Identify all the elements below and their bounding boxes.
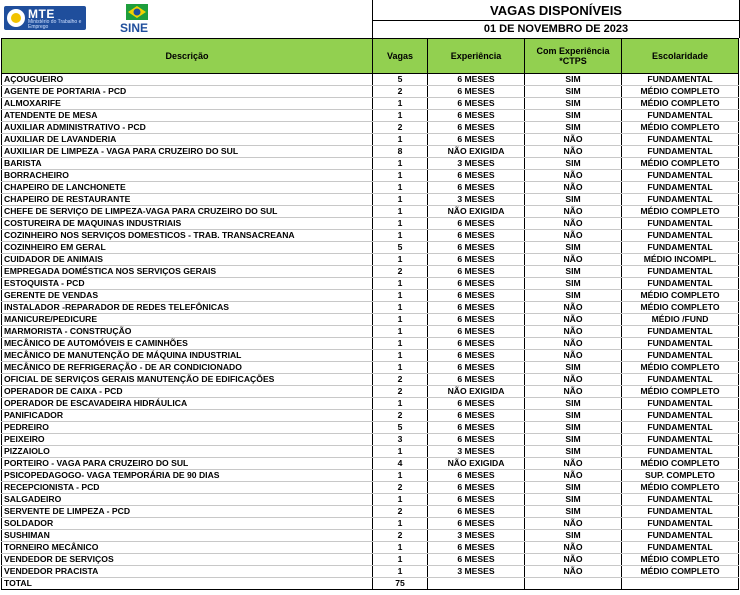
table-row [2, 326, 739, 338]
table-row [2, 146, 739, 158]
cell-experience: 6 MESES [428, 542, 525, 554]
cell-description: MARMORISTA - CONSTRUÇÃO [2, 326, 373, 338]
table-row [2, 266, 739, 278]
cell-vacancies: 2 [373, 122, 428, 134]
cell-education: FUNDAMENTAL [622, 506, 739, 518]
table-row [2, 158, 739, 170]
table-row [2, 374, 739, 386]
cell-ctps: NÃO [525, 374, 622, 386]
cell-vacancies: 2 [373, 482, 428, 494]
cell-description: VENDEDOR PRACISTA [2, 566, 373, 578]
cell-vacancies: 5 [373, 74, 428, 86]
table-row [2, 74, 739, 86]
column-header-description: Descrição [2, 39, 373, 74]
cell-experience: 6 MESES [428, 494, 525, 506]
cell-description: BORRACHEIRO [2, 170, 373, 182]
cell-education: FUNDAMENTAL [622, 494, 739, 506]
cell-description: COZINHEIRO NOS SERVIÇOS DOMESTICOS - TRAB. TRANSACREANA [2, 230, 373, 242]
cell-ctps: SIM [525, 242, 622, 254]
sine-logo-text: SINE [120, 21, 149, 35]
cell-description: PORTEIRO - VAGA PARA CRUZEIRO DO SUL [2, 458, 373, 470]
column-header-education: Escolaridade [622, 39, 739, 74]
cell-education: MÉDIO COMPLETO [622, 290, 739, 302]
cell-description: RECEPCIONISTA - PCD [2, 482, 373, 494]
cell-vacancies: 1 [373, 290, 428, 302]
cell-education: FUNDAMENTAL [622, 110, 739, 122]
cell-experience: 6 MESES [428, 518, 525, 530]
cell-education: MÉDIO COMPLETO [622, 206, 739, 218]
cell-description: CHAPEIRO DE RESTAURANTE [2, 194, 373, 206]
cell-ctps: SIM [525, 194, 622, 206]
cell-experience: 6 MESES [428, 218, 525, 230]
cell-description: PEDREIRO [2, 422, 373, 434]
cell-ctps: SIM [525, 158, 622, 170]
cell-ctps: NÃO [525, 458, 622, 470]
title-block [372, 0, 740, 38]
table-row [2, 386, 739, 398]
cell-education: MÉDIO COMPLETO [622, 86, 739, 98]
cell-description: SOLDADOR [2, 518, 373, 530]
page-header [0, 0, 740, 38]
table-row [2, 206, 739, 218]
table-row [2, 458, 739, 470]
cell-vacancies: 1 [373, 218, 428, 230]
cell-education: FUNDAMENTAL [622, 350, 739, 362]
total-row [2, 578, 739, 590]
cell-vacancies: 2 [373, 530, 428, 542]
brazil-flag-icon [126, 4, 148, 20]
cell-education: FUNDAMENTAL [622, 218, 739, 230]
table-row [2, 470, 739, 482]
cell-description: EMPREGADA DOMÉSTICA NOS SERVIÇOS GERAIS [2, 266, 373, 278]
cell-vacancies: 2 [373, 374, 428, 386]
cell-experience: 3 MESES [428, 566, 525, 578]
cell-vacancies: 1 [373, 278, 428, 290]
cell-description: GERENTE DE VENDAS [2, 290, 373, 302]
mte-logo [4, 6, 86, 30]
cell-vacancies: 1 [373, 326, 428, 338]
cell-education: FUNDAMENTAL [622, 242, 739, 254]
cell-experience: 6 MESES [428, 74, 525, 86]
cell-vacancies: 1 [373, 254, 428, 266]
cell-vacancies: 2 [373, 506, 428, 518]
cell-vacancies: 1 [373, 554, 428, 566]
cell-vacancies: 8 [373, 146, 428, 158]
cell-vacancies: 1 [373, 338, 428, 350]
cell-ctps: SIM [525, 434, 622, 446]
table-row [2, 182, 739, 194]
cell-education: MÉDIO COMPLETO [622, 362, 739, 374]
column-header-ctps-experience: Com Experiência *CTPS [525, 39, 622, 74]
table-row [2, 314, 739, 326]
cell-ctps: SIM [525, 482, 622, 494]
cell-ctps: SIM [525, 422, 622, 434]
cell-ctps: SIM [525, 278, 622, 290]
table-row [2, 434, 739, 446]
cell-vacancies: 1 [373, 398, 428, 410]
cell-education: FUNDAMENTAL [622, 170, 739, 182]
cell-experience: 6 MESES [428, 122, 525, 134]
table-row [2, 338, 739, 350]
cell-vacancies: 3 [373, 434, 428, 446]
table-row [2, 218, 739, 230]
cell-description: ESTOQUISTA - PCD [2, 278, 373, 290]
cell-education: FUNDAMENTAL [622, 134, 739, 146]
cell-experience: 6 MESES [428, 434, 525, 446]
cell-vacancies: 4 [373, 458, 428, 470]
cell-description: MECÂNICO DE MANUTENÇÃO DE MÁQUINA INDUSTRIAL [2, 350, 373, 362]
cell-ctps: NÃO [525, 254, 622, 266]
sine-logo [120, 4, 160, 38]
cell-experience: 6 MESES [428, 266, 525, 278]
total-empty-cell [428, 578, 525, 590]
cell-vacancies: 1 [373, 230, 428, 242]
cell-experience: NÃO EXIGIDA [428, 206, 525, 218]
cell-description: PEIXEIRO [2, 434, 373, 446]
cell-experience: 6 MESES [428, 314, 525, 326]
cell-ctps: SIM [525, 446, 622, 458]
cell-description: MECÂNICO DE AUTOMÓVEIS E CAMINHÕES [2, 338, 373, 350]
cell-description: MANICURE/PEDICURE [2, 314, 373, 326]
table-row [2, 362, 739, 374]
table-row [2, 398, 739, 410]
cell-vacancies: 1 [373, 302, 428, 314]
cell-vacancies: 1 [373, 170, 428, 182]
table-row [2, 554, 739, 566]
cell-ctps: NÃO [525, 182, 622, 194]
cell-description: PIZZAIOLO [2, 446, 373, 458]
mte-logo-text: MTE [28, 7, 55, 21]
cell-vacancies: 1 [373, 98, 428, 110]
cell-education: MÉDIO COMPLETO [622, 458, 739, 470]
cell-description: SERVENTE DE LIMPEZA - PCD [2, 506, 373, 518]
table-row [2, 134, 739, 146]
table-row [2, 278, 739, 290]
cell-ctps: NÃO [525, 314, 622, 326]
cell-ctps: SIM [525, 74, 622, 86]
cell-experience: 6 MESES [428, 134, 525, 146]
cell-description: AUXILIAR ADMINISTRATIVO - PCD [2, 122, 373, 134]
column-header-experience: Experiência [428, 39, 525, 74]
cell-vacancies: 1 [373, 110, 428, 122]
cell-vacancies: 1 [373, 194, 428, 206]
cell-description: AUXILIAR DE LIMPEZA - VAGA PARA CRUZEIRO DO SUL [2, 146, 373, 158]
cell-experience: 6 MESES [428, 350, 525, 362]
cell-ctps: NÃO [525, 146, 622, 158]
cell-education: FUNDAMENTAL [622, 230, 739, 242]
cell-education: FUNDAMENTAL [622, 446, 739, 458]
cell-ctps: SIM [525, 290, 622, 302]
cell-vacancies: 1 [373, 518, 428, 530]
cell-description: CHEFE DE SERVIÇO DE LIMPEZA-VAGA PARA CRUZEIRO DO SUL [2, 206, 373, 218]
cell-education: FUNDAMENTAL [622, 542, 739, 554]
cell-ctps: NÃO [525, 170, 622, 182]
cell-ctps: NÃO [525, 518, 622, 530]
cell-experience: NÃO EXIGIDA [428, 458, 525, 470]
cell-experience: NÃO EXIGIDA [428, 146, 525, 158]
total-value: 75 [373, 578, 428, 590]
cell-education: MÉDIO COMPLETO [622, 158, 739, 170]
cell-education: MÉDIO INCOMPL. [622, 254, 739, 266]
table-row [2, 254, 739, 266]
table-row [2, 110, 739, 122]
cell-education: FUNDAMENTAL [622, 182, 739, 194]
cell-experience: 6 MESES [428, 278, 525, 290]
cell-education: FUNDAMENTAL [622, 410, 739, 422]
cell-description: AGENTE DE PORTARIA - PCD [2, 86, 373, 98]
cell-description: COZINHEIRO EM GERAL [2, 242, 373, 254]
cell-vacancies: 1 [373, 494, 428, 506]
cell-experience: 6 MESES [428, 254, 525, 266]
table-row [2, 350, 739, 362]
cell-description: OPERADOR DE CAIXA - PCD [2, 386, 373, 398]
mte-emblem-icon [7, 9, 25, 27]
table-body [2, 74, 739, 578]
cell-experience: 6 MESES [428, 242, 525, 254]
table-row [2, 170, 739, 182]
cell-ctps: NÃO [525, 302, 622, 314]
cell-experience: 6 MESES [428, 302, 525, 314]
table-row [2, 290, 739, 302]
cell-vacancies: 1 [373, 542, 428, 554]
cell-vacancies: 1 [373, 362, 428, 374]
cell-education: FUNDAMENTAL [622, 326, 739, 338]
cell-experience: 6 MESES [428, 170, 525, 182]
cell-experience: 6 MESES [428, 482, 525, 494]
cell-ctps: SIM [525, 122, 622, 134]
cell-education: FUNDAMENTAL [622, 398, 739, 410]
column-header-vacancies: Vagas [373, 39, 428, 74]
cell-description: ALMOXARIFE [2, 98, 373, 110]
cell-vacancies: 1 [373, 182, 428, 194]
cell-experience: 6 MESES [428, 554, 525, 566]
cell-education: MÉDIO COMPLETO [622, 386, 739, 398]
cell-education: FUNDAMENTAL [622, 530, 739, 542]
table-row [2, 194, 739, 206]
cell-ctps: SIM [525, 86, 622, 98]
cell-education: FUNDAMENTAL [622, 74, 739, 86]
cell-ctps: SIM [525, 362, 622, 374]
cell-education: FUNDAMENTAL [622, 278, 739, 290]
table-row [2, 98, 739, 110]
cell-description: MECÂNICO DE REFRIGERAÇÃO - DE AR CONDICIONADO [2, 362, 373, 374]
cell-vacancies: 1 [373, 470, 428, 482]
total-label: TOTAL [2, 578, 373, 590]
cell-experience: 6 MESES [428, 410, 525, 422]
table-header [2, 39, 739, 74]
cell-education: FUNDAMENTAL [622, 266, 739, 278]
cell-education: MÉDIO COMPLETO [622, 302, 739, 314]
cell-experience: 6 MESES [428, 230, 525, 242]
cell-education: FUNDAMENTAL [622, 422, 739, 434]
cell-vacancies: 1 [373, 134, 428, 146]
cell-experience: 3 MESES [428, 158, 525, 170]
cell-description: AUXILIAR DE LAVANDERIA [2, 134, 373, 146]
cell-vacancies: 2 [373, 266, 428, 278]
table-row [2, 530, 739, 542]
cell-experience: 6 MESES [428, 398, 525, 410]
page-title: VAGAS DISPONÍVEIS [490, 3, 622, 18]
cell-description: OFICIAL DE SERVIÇOS GERAIS MANUTENÇÃO DE EDIFICAÇÕES [2, 374, 373, 386]
cell-vacancies: 5 [373, 422, 428, 434]
cell-vacancies: 1 [373, 314, 428, 326]
cell-education: FUNDAMENTAL [622, 434, 739, 446]
cell-education: MÉDIO COMPLETO [622, 566, 739, 578]
cell-education: FUNDAMENTAL [622, 374, 739, 386]
cell-ctps: NÃO [525, 554, 622, 566]
cell-experience: 3 MESES [428, 194, 525, 206]
total-empty-cell [525, 578, 622, 590]
cell-experience: 6 MESES [428, 290, 525, 302]
cell-ctps: NÃO [525, 350, 622, 362]
cell-experience: 6 MESES [428, 98, 525, 110]
table-row [2, 446, 739, 458]
cell-vacancies: 1 [373, 350, 428, 362]
cell-ctps: NÃO [525, 206, 622, 218]
cell-ctps: NÃO [525, 326, 622, 338]
cell-vacancies: 1 [373, 446, 428, 458]
cell-education: FUNDAMENTAL [622, 518, 739, 530]
cell-experience: 6 MESES [428, 422, 525, 434]
cell-education: MÉDIO COMPLETO [622, 482, 739, 494]
cell-vacancies: 5 [373, 242, 428, 254]
cell-vacancies: 1 [373, 158, 428, 170]
cell-description: COSTUREIRA DE MAQUINAS INDUSTRIAIS [2, 218, 373, 230]
cell-vacancies: 2 [373, 386, 428, 398]
cell-description: SUSHIMAN [2, 530, 373, 542]
cell-vacancies: 1 [373, 566, 428, 578]
cell-experience: 6 MESES [428, 182, 525, 194]
cell-experience: 6 MESES [428, 86, 525, 98]
table-row [2, 242, 739, 254]
cell-description: OPERADOR DE ESCAVADEIRA HIDRÁULICA [2, 398, 373, 410]
cell-ctps: NÃO [525, 470, 622, 482]
cell-ctps: NÃO [525, 134, 622, 146]
cell-vacancies: 2 [373, 410, 428, 422]
cell-experience: 6 MESES [428, 470, 525, 482]
cell-description: AÇOUGUEIRO [2, 74, 373, 86]
cell-education: FUNDAMENTAL [622, 194, 739, 206]
cell-ctps: SIM [525, 506, 622, 518]
cell-description: PANIFICADOR [2, 410, 373, 422]
cell-ctps: NÃO [525, 338, 622, 350]
cell-description: SALGADEIRO [2, 494, 373, 506]
cell-description: ATENDENTE DE MESA [2, 110, 373, 122]
cell-experience: 6 MESES [428, 110, 525, 122]
cell-ctps: NÃO [525, 230, 622, 242]
vacancies-table [1, 38, 739, 590]
cell-ctps: SIM [525, 410, 622, 422]
cell-description: VENDEDOR DE SERVIÇOS [2, 554, 373, 566]
report-date: 01 DE NOVEMBRO DE 2023 [373, 20, 739, 37]
cell-ctps: SIM [525, 110, 622, 122]
cell-experience: 6 MESES [428, 374, 525, 386]
cell-description: TORNEIRO MECÂNICO [2, 542, 373, 554]
cell-vacancies: 2 [373, 86, 428, 98]
cell-experience: 3 MESES [428, 446, 525, 458]
cell-experience: 3 MESES [428, 530, 525, 542]
table-row [2, 230, 739, 242]
cell-experience: 6 MESES [428, 506, 525, 518]
cell-description: CHAPEIRO DE LANCHONETE [2, 182, 373, 194]
cell-experience: 6 MESES [428, 338, 525, 350]
table-row [2, 518, 739, 530]
table-row [2, 86, 739, 98]
cell-ctps: SIM [525, 398, 622, 410]
cell-education: MÉDIO COMPLETO [622, 98, 739, 110]
table-row [2, 542, 739, 554]
table-row [2, 566, 739, 578]
cell-description: INSTALADOR -REPARADOR DE REDES TELEFÔNICAS [2, 302, 373, 314]
cell-education: MÉDIO /FUND [622, 314, 739, 326]
cell-ctps: NÃO [525, 566, 622, 578]
cell-ctps: NÃO [525, 218, 622, 230]
cell-education: FUNDAMENTAL [622, 146, 739, 158]
table-row [2, 302, 739, 314]
total-empty-cell [622, 578, 739, 590]
cell-description: BARISTA [2, 158, 373, 170]
cell-ctps: SIM [525, 530, 622, 542]
table-row [2, 482, 739, 494]
table-row [2, 494, 739, 506]
cell-ctps: SIM [525, 98, 622, 110]
table-header-row [2, 39, 739, 74]
cell-ctps: NÃO [525, 386, 622, 398]
cell-experience: NÃO EXIGIDA [428, 386, 525, 398]
table-row [2, 410, 739, 422]
cell-experience: 6 MESES [428, 326, 525, 338]
cell-description: CUIDADOR DE ANIMAIS [2, 254, 373, 266]
cell-education: MÉDIO COMPLETO [622, 554, 739, 566]
cell-experience: 6 MESES [428, 362, 525, 374]
cell-education: MÉDIO COMPLETO [622, 122, 739, 134]
table-row [2, 122, 739, 134]
cell-ctps: SIM [525, 494, 622, 506]
cell-ctps: SIM [525, 266, 622, 278]
table-row [2, 506, 739, 518]
cell-education: SUP. COMPLETO [622, 470, 739, 482]
cell-education: FUNDAMENTAL [622, 338, 739, 350]
cell-description: PSICOPEDAGOGO- VAGA TEMPORÁRIA DE 90 DIAS [2, 470, 373, 482]
table-row [2, 422, 739, 434]
logo-area [2, 2, 372, 36]
mte-logo-subtitle: Ministério do Trabalho e Emprego [28, 19, 82, 30]
cell-ctps: NÃO [525, 542, 622, 554]
cell-vacancies: 1 [373, 206, 428, 218]
